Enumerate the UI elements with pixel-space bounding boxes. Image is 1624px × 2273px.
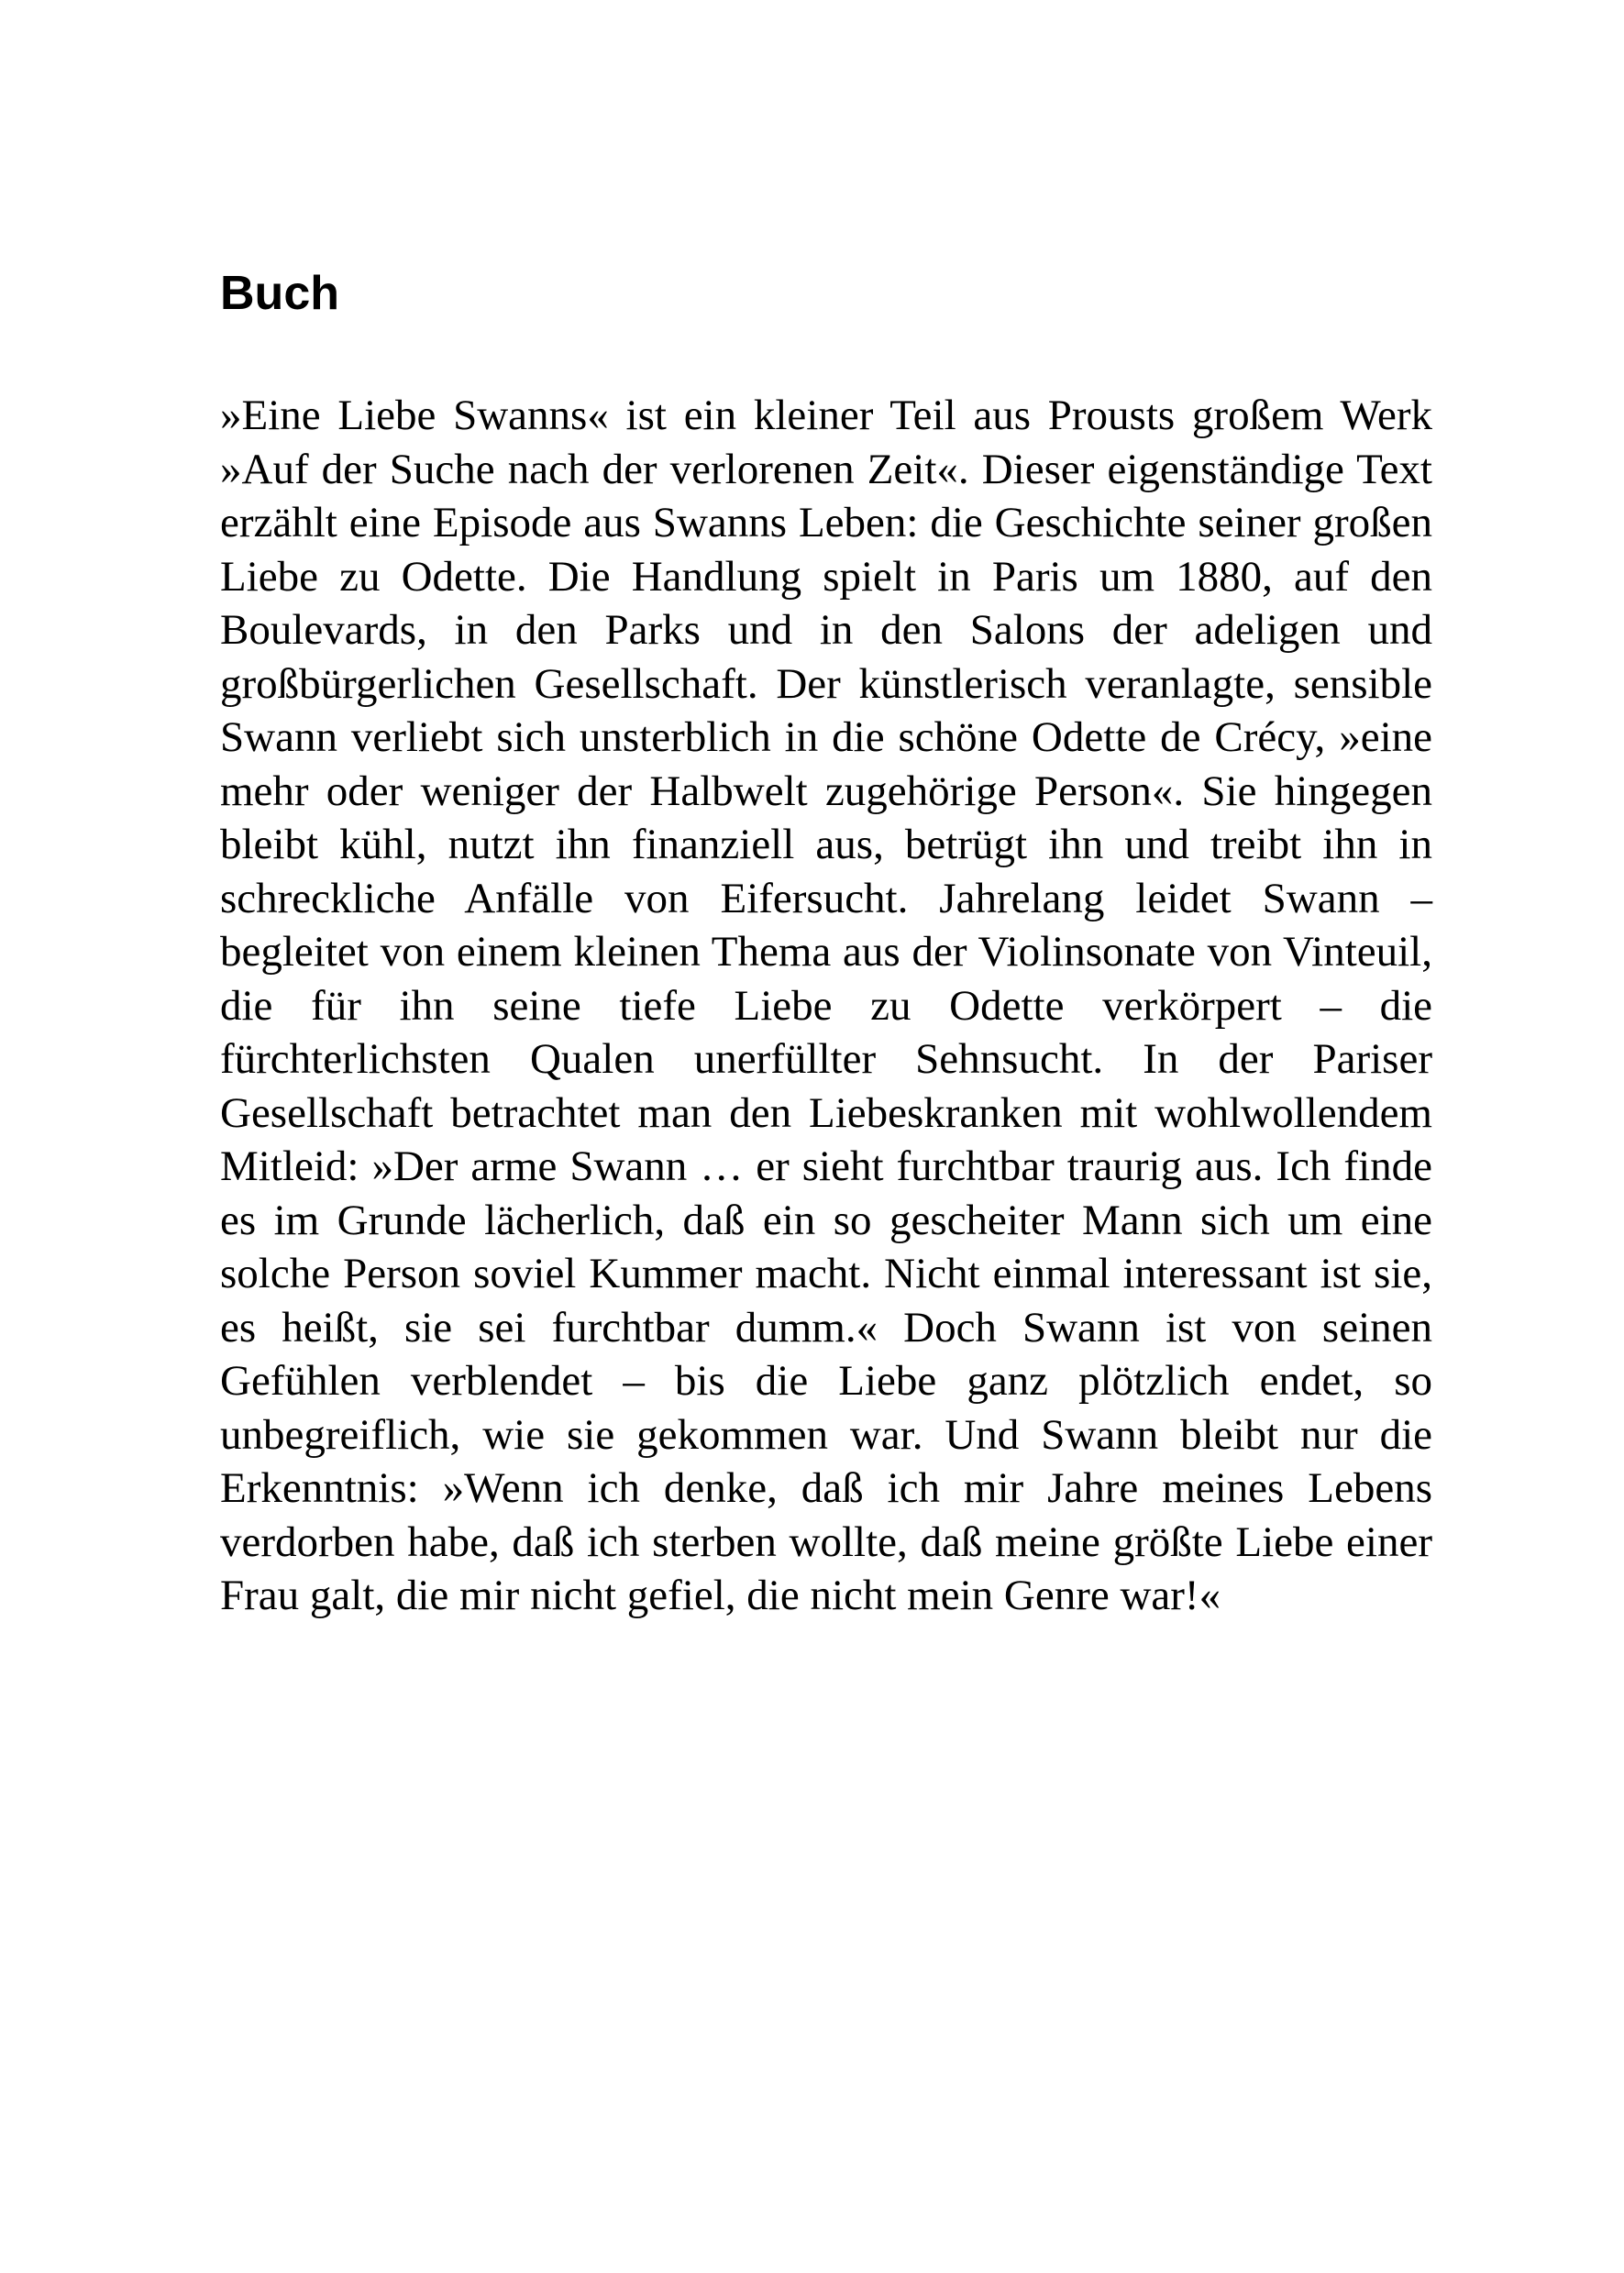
body-paragraph: »Eine Liebe Swanns« ist ein kleiner Teil aus Prousts großem Werk »Auf der Suche nach der verlorenen Zeit«. Dieser eigenständige Text erzählt eine Episode aus Swanns Leben: die Geschichte seiner großen Liebe zu Odette. Die Handlung spielt in Paris um 1880, auf den Boulevards, in den Parks und in den Salons der adeligen und großbürgerlichen Gesellschaft. Der künstlerisch veranlagte, sensible Swann verliebt sich unsterblich in die schöne Odette de Crécy, »eine mehr oder weniger der Halbwelt zugehörige Person«. Sie hingegen bleibt kühl, nutzt ihn finanziell aus, betrügt ihn und treibt ihn in schreckliche Anfälle von Eifersucht. Jahrelang leidet Swann – begleitet von einem kleinen Thema aus der Violinsonate von Vinteuil, die für ihn seine tiefe Liebe zu Odette verkörpert – die fürchterlichsten Qualen unerfüllter Sehnsucht. In der Pariser Gesellschaft betrachtet man den Liebeskranken mit wohlwollendem Mitleid: »Der arme Swann … er sieht furchtbar traurig aus. Ich finde es im Grunde lächerlich, daß ein so gescheiter Mann sich um eine solche Person soviel Kummer macht. Nicht einmal interessant ist sie, es heißt, sie sei furchtbar dumm.« Doch Swann ist von seinen Gefühlen verblendet – bis die Liebe ganz plötzlich endet, so unbegreiflich, wie sie gekommen war. Und Swann bleibt nur die Erkenntnis: »Wenn ich denke, daß ich mir Jahre meines Lebens verdorben habe, daß ich sterben wollte, daß meine größte Liebe einer Frau galt, die mir nicht gefiel, die nicht mein Genre war!«: [220, 392, 1432, 1619]
page-heading: Buch: [220, 267, 339, 320]
